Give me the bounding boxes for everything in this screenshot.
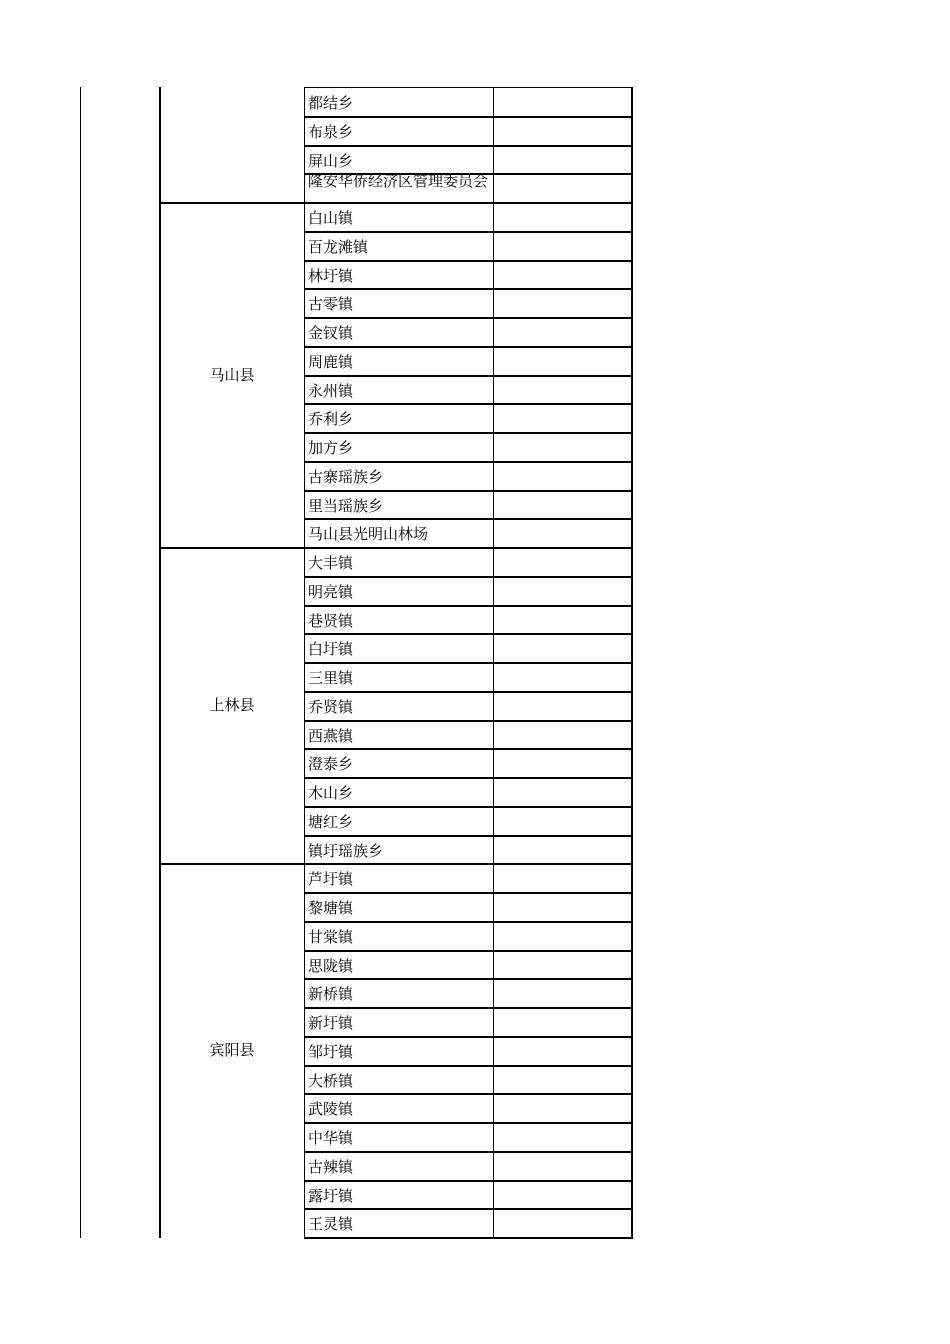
town-name-cell[interactable]: 乔贤镇 xyxy=(308,698,354,716)
table-row xyxy=(304,720,632,749)
town-name-cell[interactable]: 黎塘镇 xyxy=(308,899,354,917)
table-row xyxy=(304,806,632,835)
value-cell[interactable] xyxy=(494,518,632,547)
town-name-cell[interactable]: 永州镇 xyxy=(308,382,354,400)
town-name-cell[interactable]: 里当瑶族乡 xyxy=(308,497,384,515)
town-name-cell[interactable]: 白圩镇 xyxy=(308,640,354,658)
value-cell[interactable] xyxy=(494,921,632,950)
value-cell[interactable] xyxy=(494,317,632,346)
table-row xyxy=(304,87,632,116)
town-name-cell[interactable]: 乔利乡 xyxy=(308,410,354,428)
table-row xyxy=(304,1065,632,1094)
value-cell[interactable] xyxy=(494,1065,632,1094)
town-name-cell[interactable]: 古零镇 xyxy=(308,295,354,313)
value-cell[interactable] xyxy=(494,145,632,174)
table-row xyxy=(304,605,632,634)
value-cell[interactable] xyxy=(494,490,632,519)
value-cell[interactable] xyxy=(494,346,632,375)
town-name-cell[interactable]: 邹圩镇 xyxy=(308,1043,354,1061)
county-divider xyxy=(160,202,305,204)
town-name-cell[interactable]: 古辣镇 xyxy=(308,1158,354,1176)
row-divider xyxy=(304,1237,633,1239)
table-row xyxy=(304,1036,632,1065)
town-name-cell[interactable]: 百龙滩镇 xyxy=(308,238,369,256)
table-row xyxy=(304,1208,632,1237)
town-name-cell[interactable]: 木山乡 xyxy=(308,784,354,802)
value-cell[interactable] xyxy=(494,835,632,864)
value-cell[interactable] xyxy=(494,720,632,749)
table-row xyxy=(304,547,632,576)
town-name-cell[interactable]: 西燕镇 xyxy=(308,727,354,745)
value-cell[interactable] xyxy=(494,863,632,892)
value-cell[interactable] xyxy=(494,461,632,490)
town-name-cell[interactable]: 新桥镇 xyxy=(308,985,354,1003)
table-row xyxy=(304,346,632,375)
town-name-cell[interactable]: 中华镇 xyxy=(308,1129,354,1147)
value-cell[interactable] xyxy=(494,173,632,202)
value-cell[interactable] xyxy=(494,375,632,404)
table-row xyxy=(304,173,632,202)
town-name-cell[interactable]: 加方乡 xyxy=(308,439,354,457)
town-name-cell[interactable]: 林圩镇 xyxy=(308,267,354,285)
town-name-cell[interactable]: 澄泰乡 xyxy=(308,755,354,773)
value-cell[interactable] xyxy=(494,950,632,979)
table-row xyxy=(304,892,632,921)
table-row xyxy=(304,461,632,490)
table-row xyxy=(304,432,632,461)
value-cell[interactable] xyxy=(494,547,632,576)
value-cell[interactable] xyxy=(494,1093,632,1122)
town-name-cell[interactable]: 镇圩瑶族乡 xyxy=(308,842,384,860)
town-name-cell[interactable]: 大桥镇 xyxy=(308,1072,354,1090)
table-row xyxy=(304,1093,632,1122)
value-cell[interactable] xyxy=(494,777,632,806)
value-cell[interactable] xyxy=(494,605,632,634)
town-name-cell[interactable]: 大丰镇 xyxy=(308,554,354,572)
town-name-cell[interactable]: 芦圩镇 xyxy=(308,870,354,888)
town-name-cell[interactable]: 思陇镇 xyxy=(308,957,354,975)
value-cell[interactable] xyxy=(494,288,632,317)
table-row xyxy=(304,950,632,979)
value-cell[interactable] xyxy=(494,633,632,662)
value-cell[interactable] xyxy=(494,403,632,432)
table-row xyxy=(304,835,632,864)
value-cell[interactable] xyxy=(494,231,632,260)
town-name-cell[interactable]: 露圩镇 xyxy=(308,1187,354,1205)
value-cell[interactable] xyxy=(494,748,632,777)
value-cell[interactable] xyxy=(494,1007,632,1036)
town-name-cell[interactable]: 王灵镇 xyxy=(308,1215,354,1233)
county-divider xyxy=(160,863,305,865)
town-name-cell[interactable]: 隆安华侨经济区管理委员会 xyxy=(308,173,489,190)
table-row xyxy=(304,375,632,404)
table-row xyxy=(304,921,632,950)
town-name-cell[interactable]: 塘红乡 xyxy=(308,813,354,831)
value-cell[interactable] xyxy=(494,806,632,835)
town-name-cell[interactable]: 古寨瑶族乡 xyxy=(308,468,384,486)
value-cell[interactable] xyxy=(494,662,632,691)
table-row xyxy=(304,633,632,662)
value-cell[interactable] xyxy=(494,576,632,605)
town-name-cell[interactable]: 武陵镇 xyxy=(308,1100,354,1118)
value-cell[interactable] xyxy=(494,87,632,116)
table-row xyxy=(304,202,632,231)
value-cell[interactable] xyxy=(494,116,632,145)
value-cell[interactable] xyxy=(494,1208,632,1237)
table-row xyxy=(304,863,632,892)
table-row xyxy=(304,1122,632,1151)
value-cell[interactable] xyxy=(494,432,632,461)
table-row xyxy=(304,1180,632,1209)
table-row xyxy=(304,260,632,289)
value-cell[interactable] xyxy=(494,892,632,921)
town-name-cell[interactable]: 都结乡 xyxy=(308,94,354,112)
table-row xyxy=(304,490,632,519)
town-name-cell[interactable]: 白山镇 xyxy=(308,209,354,227)
table-row xyxy=(304,403,632,432)
town-name-cell[interactable]: 布泉乡 xyxy=(308,123,354,141)
value-cell[interactable] xyxy=(494,978,632,1007)
value-cell[interactable] xyxy=(494,691,632,720)
town-name-cell[interactable]: 甘棠镇 xyxy=(308,928,354,946)
table-row xyxy=(304,978,632,1007)
town-name-cell[interactable]: 周鹿镇 xyxy=(308,353,354,371)
town-name-cell[interactable]: 马山县光明山林场 xyxy=(308,525,429,543)
town-name-cell[interactable]: 巷贤镇 xyxy=(308,612,354,630)
county-name-cell[interactable]: 上林县 xyxy=(209,696,255,714)
table-row xyxy=(304,317,632,346)
table-row xyxy=(304,662,632,691)
table-row xyxy=(304,145,632,174)
table-row xyxy=(304,576,632,605)
table-row xyxy=(304,1007,632,1036)
value-cell[interactable] xyxy=(494,1122,632,1151)
table-row xyxy=(304,231,632,260)
town-name-cell[interactable]: 屏山乡 xyxy=(308,152,354,170)
town-name-cell[interactable]: 新圩镇 xyxy=(308,1014,354,1032)
county-divider xyxy=(160,547,305,549)
left-margin-line xyxy=(80,87,81,1238)
table-row xyxy=(304,748,632,777)
table-row xyxy=(304,288,632,317)
county-name-cell[interactable]: 宾阳县 xyxy=(209,1041,255,1059)
value-cell[interactable] xyxy=(494,260,632,289)
table-row xyxy=(304,777,632,806)
table-row xyxy=(304,1151,632,1180)
town-name-cell[interactable]: 明亮镇 xyxy=(308,583,354,601)
county-column-left-border xyxy=(159,87,161,1238)
town-name-cell[interactable]: 三里镇 xyxy=(308,669,354,687)
table-row xyxy=(304,691,632,720)
town-name-cell[interactable]: 金钗镇 xyxy=(308,324,354,342)
value-cell[interactable] xyxy=(494,202,632,231)
county-name-cell[interactable]: 马山县 xyxy=(209,366,255,384)
value-cell[interactable] xyxy=(494,1180,632,1209)
value-cell[interactable] xyxy=(494,1036,632,1065)
value-cell[interactable] xyxy=(494,1151,632,1180)
table-row xyxy=(304,116,632,145)
table-row xyxy=(304,518,632,547)
